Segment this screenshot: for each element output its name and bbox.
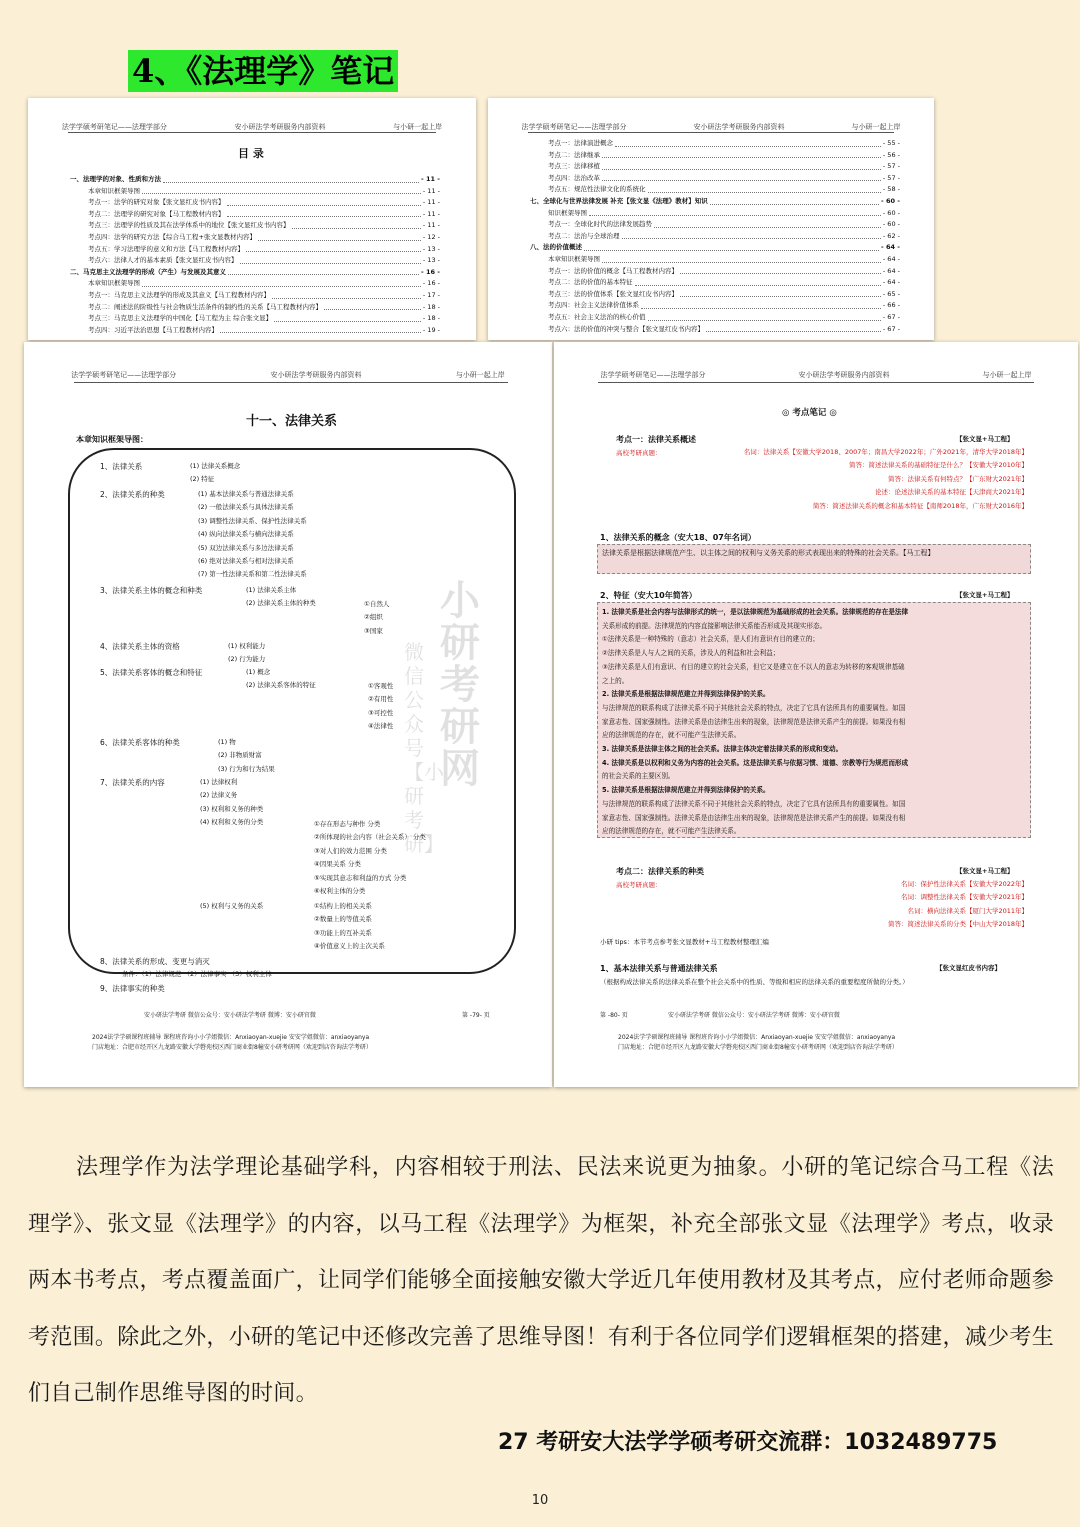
toc-row-title: 考点四：法治改革 xyxy=(548,173,600,182)
toc-row-page: - 64 - xyxy=(881,243,900,252)
exam-reference: 名词：横向法律关系【厦门大学2011年】 xyxy=(907,906,1028,915)
toc-row-dots xyxy=(622,231,881,240)
exam-reference: 简答：简述法律关系的概念和基本特征【南师2018年，广东财大2016年】 xyxy=(812,501,1028,510)
toc-row-title: 考点一：法学的研究对象【张文显红皮书内容】 xyxy=(88,198,225,207)
mindmap-subitem: ④价值意义上的主次关系 xyxy=(314,942,385,951)
mindmap-item: 1、法律关系 xyxy=(100,462,143,471)
toc-row-title: 考点二：法治与全球治理 xyxy=(548,231,620,240)
toc-list xyxy=(70,174,440,336)
toc-row-dots xyxy=(680,266,881,275)
exam-reference: 论述：论述法律关系的基本特征【天津商大2021年】 xyxy=(874,488,1028,497)
toc-row-title: 考点四：法学的研究方法【综合马工程+张文显教材内容】 xyxy=(88,232,256,241)
mindmap-subitem: ③国家 xyxy=(364,626,383,635)
toc-row-title: 考点五：规范性法律文化的系统化 xyxy=(548,185,646,194)
framework-label: 本章知识框架导图： xyxy=(76,435,148,444)
toc-row xyxy=(70,232,440,244)
mindmap-subitem: (2) 一般法律关系与具体法律关系 xyxy=(198,503,294,512)
toc-row xyxy=(530,324,900,336)
toc-row-dots xyxy=(272,290,421,299)
toc-row-page: - 55 - xyxy=(882,139,900,147)
toc-row-dots xyxy=(641,300,881,309)
key-point-2: 考点二：法律关系的种类 xyxy=(616,867,704,876)
exam-reference: 名词：法律关系【安徽大学2018、2007年；南昌大学2022年；广外2021年，清华大学2018年】 xyxy=(743,448,1028,456)
mindmap-subitem: (1) 法律关系主体 xyxy=(246,586,297,594)
exam-reference: 名词：调整性法律关系【安徽大学2021年】 xyxy=(900,893,1028,902)
toc-row-page: - 18 - xyxy=(422,314,440,323)
notes-footer-line-3: 门店地址：合肥市经开区九龙路安徽大学磬苑校区西门商业街8幢安小研考研网（欢迎到店咨询法学考研） xyxy=(618,1044,898,1051)
toc-row-page: - 11 - xyxy=(422,198,440,207)
toc-row-dots xyxy=(227,197,421,206)
footer-page-number: 第 -79- 页 xyxy=(462,1012,490,1019)
toc-page-right xyxy=(488,98,934,340)
mindmap-subitem: ⑤实现其意志和利益的方式 分类 xyxy=(314,873,407,882)
toc-row-title: 考点二：法律继承 xyxy=(548,150,600,159)
mindmap-subitem: (2) 法律关系主体的种类 xyxy=(246,599,316,608)
notes-title: ◎ 考点笔记 ◎ xyxy=(782,408,837,418)
feature-line: ②法律关系是人与人之间的关系，涉及人的利益和社会利益； xyxy=(602,649,780,658)
toc-row xyxy=(530,184,900,196)
kp1-note: 高校考研真题： xyxy=(616,449,662,457)
feature-line: 关系形成的前提。法律规范的内容直接影响法律关系能否形成及其现实形态。 xyxy=(602,621,827,630)
kp2-note: 高校考研真题： xyxy=(616,881,662,889)
mindmap-subitem: ④法律性 xyxy=(368,722,394,731)
toc-row-page: - 60 - xyxy=(882,220,900,229)
toc-row-page: - 64 - xyxy=(882,254,900,263)
mindmap-subitem: (1) 法律权利 xyxy=(200,778,238,786)
mindmap-subitem: ③对人们的效力范围 分类 xyxy=(314,846,387,855)
mindmap-subitem: ③功能上的互补关系 xyxy=(314,928,372,937)
toc-row xyxy=(530,300,900,312)
mindmap-subitem: (4) 权利和义务的分类 xyxy=(200,818,264,827)
page-header: 法学学硕考研笔记——法理学部分 安小研法学考研服务内部资料 与小研一起上岸 xyxy=(600,371,1032,379)
toc-row-page: - 12 - xyxy=(422,232,440,241)
mindmap-subitem: ①结构上的相关关系 xyxy=(314,902,372,910)
toc-row-page: - 64 - xyxy=(882,278,900,287)
toc-row-title: 考点四：社会主义法律价值体系 xyxy=(548,301,639,310)
definition-box: 法律关系是根据法律规范产生、以主体之间的权利与义务关系的形式表现出来的特殊的社会关系。【马工程】 xyxy=(597,544,1031,574)
heading-concept: 1、法律关系的概念（安大18、07年名词） xyxy=(600,533,756,542)
footer-line-1: 安小研法学考研 微信公众号：安小研法学考研 微博：安小研官微 xyxy=(144,1012,316,1019)
page-number: 10 xyxy=(531,1493,549,1508)
mindmap-subitem: ①自然人 xyxy=(364,600,390,608)
toc-row xyxy=(70,244,440,256)
toc-row-title: 考点二：法理学的研究对象【马工程教材内容】 xyxy=(88,209,225,218)
feature-line: 家意志性、国家强制性。法律关系是由法律生出来的现象，法律规范是法律关系产生的前提。如果没有相 xyxy=(602,717,906,726)
mindmap-subitem: 条件：（1）法律规范 （2）法律事实 （3）权利主体 xyxy=(122,970,272,978)
mindmap-item: 5、法律关系客体的概念和特征 xyxy=(100,668,203,677)
mindmap-item: 2、法律关系的种类 xyxy=(100,490,165,499)
footer-line-2: 2024法学学硕课程班辅导 课程班咨询小小学姐微信：Anxiaoyan-xuejie 安安学姐微信：anxiaoyanya xyxy=(92,1034,370,1041)
toc-row-page: - 13 - xyxy=(422,256,440,265)
mindmap-subitem: (2) 行为能力 xyxy=(228,655,266,664)
feature-line: 之上的。 xyxy=(602,676,629,685)
mindmap-item: 4、法律关系主体的资格 xyxy=(100,642,180,651)
key-point-1-source: 【张文显+马工程】 xyxy=(956,435,1014,443)
toc-row-dots xyxy=(602,161,881,170)
toc-row-title: 考点二：阐述法的阶级性与社会物质生活条件的制约性的关系【马工程教材内容】 xyxy=(88,302,322,311)
toc-row-title: 考点六：法律人才的基本素质【张文显红皮书内容】 xyxy=(88,256,238,265)
toc-row-title: 八、法的价值概述 xyxy=(530,243,582,252)
toc-row-title: 考点一：全球化时代的法律发展趋势 xyxy=(548,220,652,229)
toc-row-dots xyxy=(602,173,881,182)
toc-row-title: 二、马克思主义法理学的形成（产生）与发展及其意义 xyxy=(70,267,226,276)
toc-row xyxy=(70,325,440,337)
toc-row-dots xyxy=(274,313,421,322)
mindmap-subitem: ⑥权利主体的分类 xyxy=(314,887,366,895)
toc-row-title: 考点五：学习法理学的意义和方法【马工程教材内容】 xyxy=(88,244,244,253)
toc-row-title: 考点四：习近平法治思想【马工程教材内容】 xyxy=(88,325,218,334)
toc-row-dots xyxy=(142,278,421,287)
heading-basic-relations: 1、基本法律关系与普通法律关系 xyxy=(600,964,718,973)
mindmap-subitem: (4) 纵向法律关系与横向法律关系 xyxy=(198,530,294,539)
description-paragraph: 法理学作为法学理论基础学科，内容相较于刑法、民法来说更为抽象。小研的笔记综合马工程《法理学》、张文显《法理学》的内容，以马工程《法理学》为框架，补充全部张文显《法理学》考点，收录两本书考点，考点覆盖面广，让同学们能够全面接触安徽大学近几年使用教材及其考点，应付老师命题参考范围。除此之外，小研的笔记中还修改完善了思维导图！有利于各位同学们逻辑框架的搭建，减少考生们自己制作思维导图的时间。 xyxy=(28,1155,1054,1406)
toc-row-page: - 18 - xyxy=(422,302,440,311)
watermark-side: 微信公众号【小研考研】 xyxy=(404,640,444,856)
feature-line: 4. 法律关系是以权利和义务为内容的社会关系。这是法律关系与依据习惯、道德、宗教等行为规范而形成 xyxy=(602,758,909,767)
toc-row-dots xyxy=(324,302,421,311)
toc-row-page: - 66 - xyxy=(882,301,900,310)
toc-row xyxy=(70,220,440,232)
toc-row-dots xyxy=(710,196,879,205)
toc-row-title: 本章知识框架导图 xyxy=(548,254,600,263)
toc-row-dots xyxy=(584,242,879,251)
toc-row xyxy=(530,150,900,162)
exam-reference: 简答：简述法律关系的分类【中山大学2018年】 xyxy=(887,920,1028,929)
toc-row xyxy=(70,302,440,314)
toc-row-title: 本章知识框架导图 xyxy=(88,186,140,195)
toc-row xyxy=(530,196,900,208)
toc-row-dots xyxy=(142,186,421,195)
page-header: 法学学硕考研笔记——法理学部分 安小研法学考研服务内部资料 与小研一起上岸 xyxy=(71,371,505,379)
mindmap-item: 6、法律关系客体的种类 xyxy=(100,738,180,747)
toc-row-title: 考点三：法律移植 xyxy=(548,162,600,171)
group-contact: 27 考研安大法学学硕考研交流群：1032489775 xyxy=(498,1430,998,1455)
toc-row-title: 考点五：社会主义法治的核心价值 xyxy=(548,312,646,321)
tips: 小研 tips：本节考点参考张文显教材+马工程教材整理汇编 xyxy=(600,938,769,946)
toc-row xyxy=(70,186,440,198)
toc-row-dots xyxy=(246,244,421,253)
mindmap-subitem: (6) 绝对法律关系与相对法律关系 xyxy=(198,557,294,565)
mindmap-subitem: ④因果关系 分类 xyxy=(314,860,361,869)
toc-row-title: 考点六：法的价值的冲突与整合【张文显红皮书内容】 xyxy=(548,324,704,333)
toc-row-page: - 11 - xyxy=(422,186,440,195)
toc-row-page: - 11 - xyxy=(422,221,440,230)
feature-line: 与法律规范的联系构成了法律关系不同于其他社会关系的特点，决定了它具有法所具有的重要属性。如国 xyxy=(602,799,906,808)
toc-row-dots xyxy=(706,324,881,333)
notes-footer-line-2: 2024法学学硕课程班辅导 课程班咨询小小学姐微信：Anxiaoyan-xuejie 安安学姐微信：anxiaoyanya xyxy=(618,1034,896,1041)
mindmap-item: 7、法律关系的内容 xyxy=(100,778,165,787)
basic-relations-body: （根据构成法律关系的法律关系在整个社会关系中的性质、等级和相应的法律关系的重要程度所做的分类。） xyxy=(600,978,909,986)
notes-footer-line-1: 安小研法学考研 微信公众号：安小研法学考研 微博：安小研官微 xyxy=(668,1012,840,1019)
toc-row xyxy=(530,312,900,324)
toc-row-page: - 13 - xyxy=(422,244,440,253)
feature-line: 家意志性、国家强制性。法律关系是由法律生出来的现象，法律规范是法律关系产生的前提。如果没有相 xyxy=(602,813,906,822)
toc-row-page: - 57 - xyxy=(882,173,900,182)
mindmap-item: 9、法律事实的种类 xyxy=(100,984,165,993)
toc-row-title: 本章知识框架导图 xyxy=(88,279,140,288)
toc-row-page: - 62 - xyxy=(882,231,900,240)
toc-row-page: - 64 - xyxy=(882,266,900,275)
mindmap-subitem: (2) 非物质财富 xyxy=(218,751,262,760)
toc-row-dots xyxy=(240,255,421,264)
toc-row xyxy=(70,267,440,279)
toc-row-page: - 65 - xyxy=(882,289,900,298)
feature-line: ①法律关系是一种特殊的（意志）社会关系，是人们有意识有目的建立的； xyxy=(602,635,819,644)
mindmap-subitem: ②数量上的等值关系 xyxy=(314,915,372,924)
page-header: 法学学硕考研笔记——法理学部分 安小研法学考研服务内部资料 与小研一起上岸 xyxy=(61,123,443,131)
toc-row-dots xyxy=(680,289,881,298)
toc-row-title: 知识框架导图 xyxy=(548,208,587,217)
toc-page-left xyxy=(28,98,476,340)
mindmap-subitem: (2) 法律义务 xyxy=(200,791,238,800)
notes-footer-page: 第 -80- 页 xyxy=(600,1012,628,1019)
section-title: 十一、法律关系 xyxy=(246,414,338,429)
toc-row-title: 考点三：马克思主义法理学的中国化【马工程为主 综合张文显】 xyxy=(88,314,273,323)
toc-row-dots xyxy=(602,254,881,263)
toc-row-page: - 58 - xyxy=(882,185,900,194)
toc-row-page: - 16 - xyxy=(421,267,440,276)
mindmap-subitem: ③可控性 xyxy=(368,708,394,717)
key-point-1: 考点一：法律关系概述 xyxy=(616,435,696,444)
toc-row-dots xyxy=(648,184,881,193)
mindmap-subitem: (3) 行为和行为结果 xyxy=(218,764,275,773)
toc-row xyxy=(530,277,900,289)
page-header: 法学学硕考研笔记——法理学部分 安小研法学考研服务内部资料 与小研一起上岸 xyxy=(521,123,901,131)
toc-row-title: 考点一：法律演进概念 xyxy=(548,139,613,147)
toc-row-page: - 11 - xyxy=(422,209,440,218)
toc-row xyxy=(70,197,440,209)
mindmap-subitem: ②所体现的社会内容（社会关系） 分类 xyxy=(314,833,426,842)
toc-row-dots xyxy=(227,209,421,218)
exam-reference: 简答：法律关系有何特点？【广东财大2021年】 xyxy=(887,474,1028,483)
toc-row-page: - 11 - xyxy=(421,175,440,183)
kp1-references xyxy=(744,446,1028,513)
toc-row xyxy=(70,313,440,325)
toc-row-dots xyxy=(589,208,881,217)
toc-row-title: 考点二：法的价值的基本特征 xyxy=(548,278,633,287)
toc-row-page: - 16 - xyxy=(422,279,440,288)
toc-row xyxy=(530,266,900,278)
toc-row xyxy=(70,278,440,290)
features-box xyxy=(597,602,1031,838)
toc-row-dots xyxy=(602,150,881,159)
toc-row xyxy=(70,174,440,186)
feature-line: 1. 法律关系是社会内容与法律形式的统一，是以法律规范为基础形成的社会关系。法律规范的存在是法律 xyxy=(602,608,909,616)
toc-row-title: 一、法理学的对象、性质和方法 xyxy=(70,175,161,183)
toc-row xyxy=(530,242,900,254)
toc-row-page: - 67 - xyxy=(882,312,900,321)
mindmap-subitem: (1) 物 xyxy=(218,738,236,746)
toc-row-dots xyxy=(220,325,421,334)
toc-row-dots xyxy=(635,277,881,286)
toc-row xyxy=(530,138,900,150)
mindmap-subitem: ②有用性 xyxy=(368,695,394,704)
feature-line: 应的法律规范的存在，就不可能产生法律关系。 xyxy=(602,827,741,836)
mindmap-subitem: ①存在形态与种作 分类 xyxy=(314,820,381,828)
toc-row-dots xyxy=(654,219,881,228)
exam-reference: 名词：保护性法律关系【安徽大学2022年】 xyxy=(900,880,1028,888)
toc-row-dots xyxy=(648,312,881,321)
toc-row-dots xyxy=(615,138,881,147)
toc-row-page: - 19 - xyxy=(422,325,440,334)
toc-row xyxy=(530,219,900,231)
toc-row-page: - 57 - xyxy=(882,162,900,171)
mindmap-subitem: (3) 调整性法律关系、保护性法律关系 xyxy=(198,516,307,525)
feature-line: 的社会关系的主要区别。 xyxy=(602,772,675,781)
mindmap-subitem: (1) 权利能力 xyxy=(228,642,266,650)
toc-row xyxy=(530,231,900,243)
toc-row xyxy=(530,161,900,173)
toc-row xyxy=(530,173,900,185)
toc-title: 目 录 xyxy=(238,147,264,160)
toc-row xyxy=(530,254,900,266)
toc-row-title: 考点三：法的价值体系【张文显红皮书内容】 xyxy=(548,289,678,298)
toc-row xyxy=(530,208,900,220)
feature-line: 2. 法律关系是根据法律规范建立并得到法律保护的关系。 xyxy=(602,690,770,699)
mindmap-subitem: (2) 法律关系客体的特征 xyxy=(246,681,316,690)
toc-row-title: 考点三：法理学的性质及其在法学体系中的地位【张文显红皮书内容】 xyxy=(88,221,290,230)
mindmap-subitem: (3) 权利和义务的种类 xyxy=(200,804,264,813)
exam-reference: 简答：简述法律关系的基础特征是什么？【安徽大学2010年】 xyxy=(848,461,1028,470)
toc-row xyxy=(70,290,440,302)
toc-row-page: - 60 - xyxy=(882,208,900,217)
toc-row-title: 考点一：法的价值的概念【马工程教材内容】 xyxy=(548,266,678,275)
footer-line-3: 门店地址：合肥市经开区九龙路安徽大学磬苑校区西门商业街8幢安小研考研网（欢迎到店咨询法学考研） xyxy=(92,1044,372,1051)
mindmap-subitem: (1) 概念 xyxy=(246,668,271,676)
toc-row-page: - 60 - xyxy=(881,196,900,205)
toc-row-page: - 67 - xyxy=(882,324,900,333)
toc-row xyxy=(530,289,900,301)
toc-row-dots xyxy=(228,267,419,276)
toc-row xyxy=(70,255,440,267)
watermark: 小研考研网 xyxy=(440,577,480,792)
toc-row-page: - 17 - xyxy=(422,290,440,299)
feature-line: 应的法律规范的存在，就不可能产生法律关系。 xyxy=(602,731,741,740)
mindmap-item: 3、法律关系主体的概念和种类 xyxy=(100,586,203,595)
feature-line: 3. 法律关系是法律主体之间的社会关系。法律主体决定着法律关系的形成和变动。 xyxy=(602,745,843,754)
toc-list xyxy=(530,138,900,335)
toc-row-page: - 56 - xyxy=(882,150,900,159)
mindmap-subitem: (1) 基本法律关系与普通法律关系 xyxy=(198,490,294,498)
heading-features: 2、特征（安大10年简答） xyxy=(600,591,697,600)
toc-row-dots xyxy=(258,232,421,241)
toc-row-dots xyxy=(163,174,419,183)
feature-line: 5. 法律关系是根据法律规范建立并得到法律保护的关系。 xyxy=(602,786,770,795)
feature-line: 与法律规范的联系构成了法律关系不同于其他社会关系的特点，决定了它具有法所具有的重要属性。如国 xyxy=(602,703,906,712)
mindmap-subitem: (5) 权利与义务的关系 xyxy=(200,902,264,910)
mindmap-subitem: (5) 双边法律关系与多边法律关系 xyxy=(198,543,294,552)
mindmap-subitem: ①客观性 xyxy=(368,682,394,690)
section-heading: 4、《法理学》笔记 xyxy=(128,50,398,92)
kp2-references xyxy=(888,878,1028,932)
mindmap-subitem: ②组织 xyxy=(364,613,383,622)
key-point-2-source: 【张文显+马工程】 xyxy=(956,867,1014,875)
heading-features-source: 【张文显+马工程】 xyxy=(956,591,1014,599)
mindmap-subitem: (2) 特征 xyxy=(190,475,215,484)
toc-row-title: 七、全球化与世界法律发展 补充【张文显《法理》教材】知识 xyxy=(530,196,708,205)
toc-row-title: 考点一：马克思主义法理学的形成及其意义【马工程教材内容】 xyxy=(88,290,270,299)
toc-row-dots xyxy=(292,220,421,229)
mindmap-subitem: (1) 法律关系概念 xyxy=(190,462,241,470)
mindmap-subitem: (7) 第一性法律关系和第二性法律关系 xyxy=(198,570,307,579)
feature-line: ③法律关系是人们有意识、有目的建立的社会关系，但它又是建立在不以人的意志为转移的客观规律基础 xyxy=(602,662,905,671)
toc-row xyxy=(70,209,440,221)
mindmap-item: 8、法律关系的形成、变更与消灭 xyxy=(100,957,210,966)
heading-basic-relations-source: 【张文显红皮书内容】 xyxy=(936,964,1001,972)
